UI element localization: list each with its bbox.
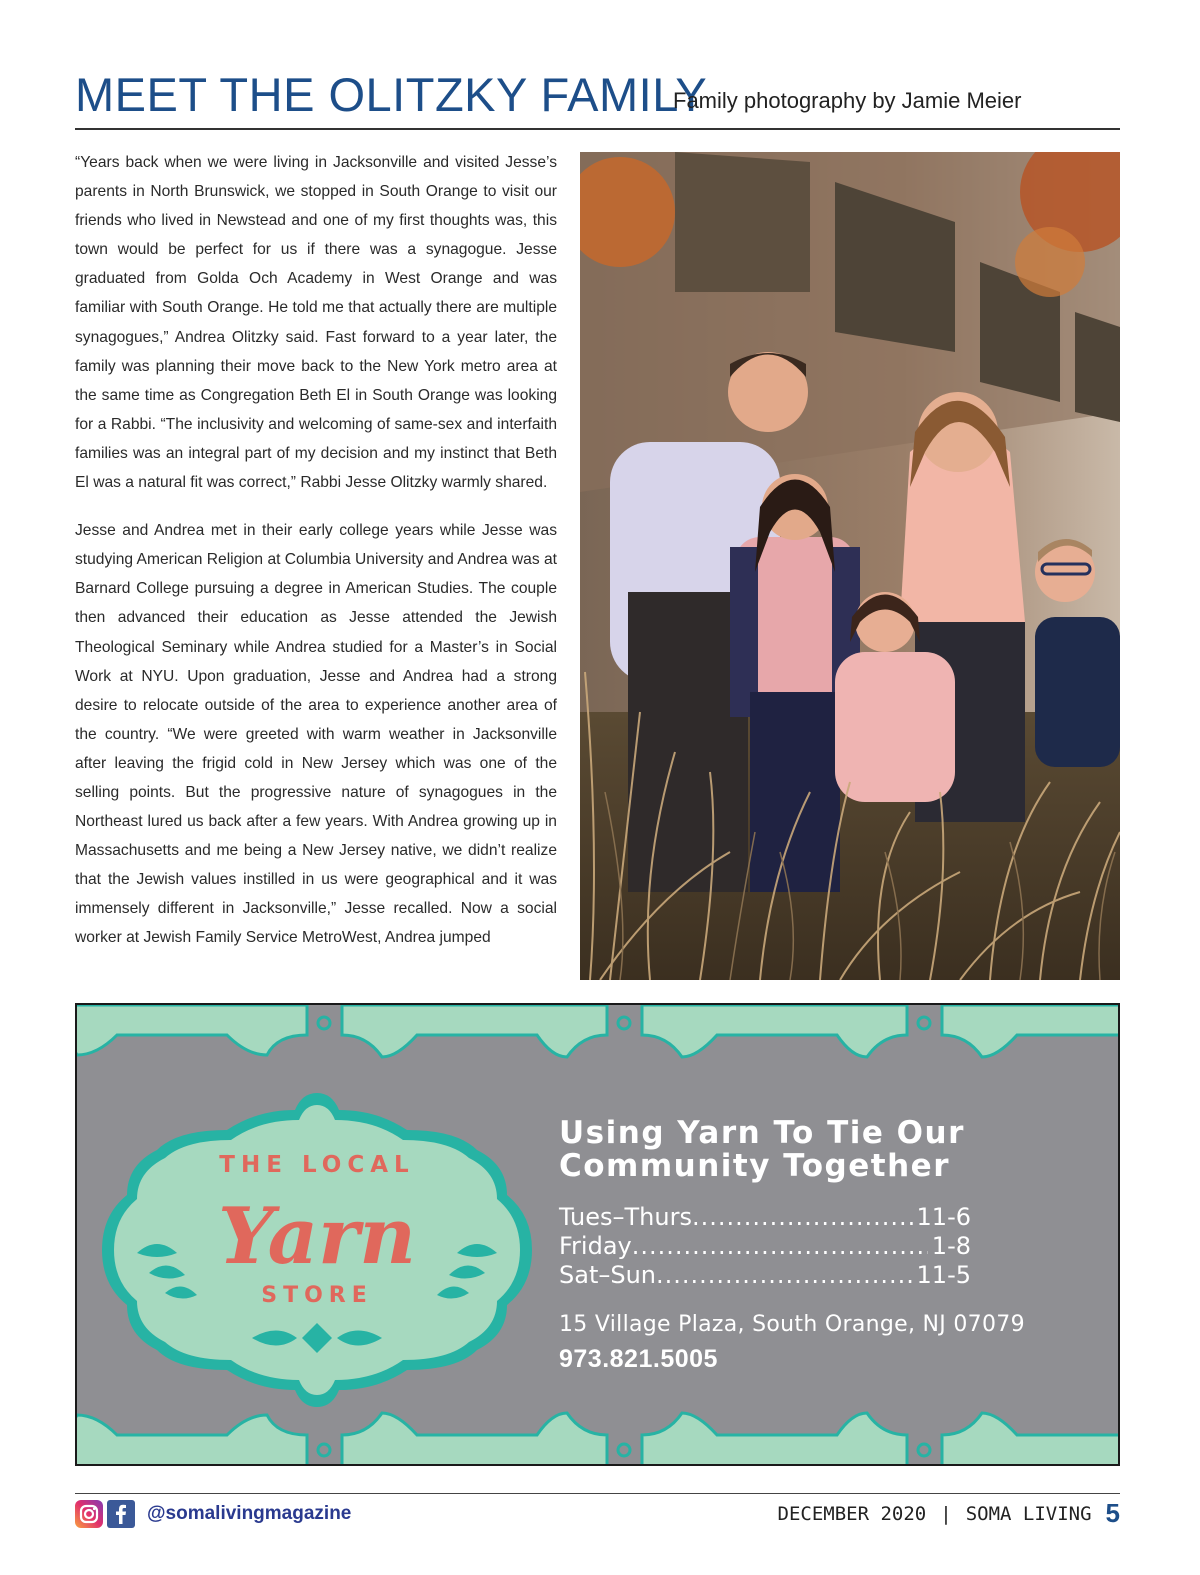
article-title: MEET THE OLITZKY FAMILY bbox=[75, 68, 708, 121]
social-handle[interactable]: @somalivingmagazine bbox=[147, 1503, 352, 1524]
hours-day: Sat–Sun bbox=[559, 1261, 657, 1289]
logo-line-2: Yarn bbox=[218, 1191, 416, 1282]
family-photo-illustration bbox=[580, 152, 1120, 980]
photo-credit: Family photography by Jamie Meier bbox=[673, 88, 1022, 113]
page-number: 5 bbox=[1105, 1498, 1120, 1528]
issue-info bbox=[778, 1498, 1120, 1529]
store-phone[interactable]: 973.821.5005 bbox=[559, 1345, 718, 1373]
instagram-icon[interactable] bbox=[75, 1500, 103, 1528]
hours-time: 11-5 bbox=[916, 1261, 971, 1289]
article-paragraph: Jesse and Andrea met in their early college years while Jesse was studying American Religion at Columbia University and Andrea was at Barnard College pursuing a degree in American Studies. The couple then advanced their education as Jesse attended the Jewish Theological Seminary while Andrea studied for a Master’s in Social Work at NYU. Upon graduation, Jesse and Andrea had a strong desire to relocate outside of the area to experience another area of the country. “We were greeted with warm weather in Jacksonville after leaving the frigid cold in New Jersey which was one of the selling points. But the progressive nature of synagogues in the Northeast lured us back after a few years. With Andrea growing up in Massachusetts and me being a New Jersey native, we didn’t realize that the Jewish values instilled in us were geographical and it was immensely different in Jacksonville,” Jesse recalled. Now a social worker at Jewish Family Service MetroWest, Andrea jumped bbox=[75, 522, 557, 947]
issue-date: DECEMBER 2020 bbox=[777, 1502, 927, 1525]
store-address: 15 Village Plaza, South Orange, NJ 07079 bbox=[559, 1312, 1025, 1337]
hours-time: 11-6 bbox=[916, 1203, 971, 1231]
social-links bbox=[75, 1500, 351, 1528]
hours-time: 1-8 bbox=[931, 1232, 971, 1260]
article-body bbox=[75, 148, 557, 953]
ad-headline-line-1: Using Yarn To Tie Our bbox=[559, 1115, 965, 1151]
ad-headline bbox=[559, 1117, 1099, 1183]
hours-leader-dots bbox=[656, 1261, 913, 1290]
family-photo bbox=[580, 152, 1120, 980]
hours-leader-dots bbox=[692, 1203, 913, 1232]
hours-row bbox=[559, 1261, 971, 1290]
article-paragraph: “Years back when we were living in Jacksonville and visited Jesse’s parents in North Brunswick, we stopped in South Orange to visit our friends who lived in Newstead and one of my first thoughts was, this town would be perfect for us if there was a synagogue. Jesse graduated from Golda Och Academy in West Orange and was familiar with South Orange. He told me that actually there are multiple synagogues,” Andrea Olitzky said. Fast forward to a year later, the family was planning their move back to the New York metro area at the same time as Congregation Beth El in South Orange was looking for a Rabbi. “The inclusivity and welcoming of same-sex and interfaith families was an integral part of my decision and my instinct that Beth El was a natural fit was correct,” Rabbi Jesse Olitzky warmly shared. bbox=[75, 154, 557, 492]
page-footer bbox=[75, 1493, 1120, 1537]
hours-day: Friday bbox=[559, 1232, 632, 1260]
footer-separator: | bbox=[940, 1502, 952, 1525]
ad-headline-line-2: Community Together bbox=[559, 1148, 950, 1184]
magazine-name: SOMA LIVING bbox=[965, 1502, 1092, 1525]
store-hours bbox=[559, 1203, 1099, 1290]
hours-row bbox=[559, 1232, 971, 1261]
article-header bbox=[75, 66, 1120, 130]
facebook-icon[interactable] bbox=[107, 1500, 135, 1528]
hours-day: Tues–Thurs bbox=[559, 1203, 692, 1231]
ad-text-block bbox=[559, 1117, 1099, 1374]
logo-line-1: THE LOCAL bbox=[219, 1152, 415, 1178]
hours-leader-dots bbox=[632, 1232, 928, 1261]
yarn-store-ad bbox=[75, 1003, 1120, 1466]
yarn-store-logo bbox=[102, 1093, 532, 1407]
hours-row bbox=[559, 1203, 971, 1232]
logo-line-3: STORE bbox=[261, 1283, 373, 1308]
